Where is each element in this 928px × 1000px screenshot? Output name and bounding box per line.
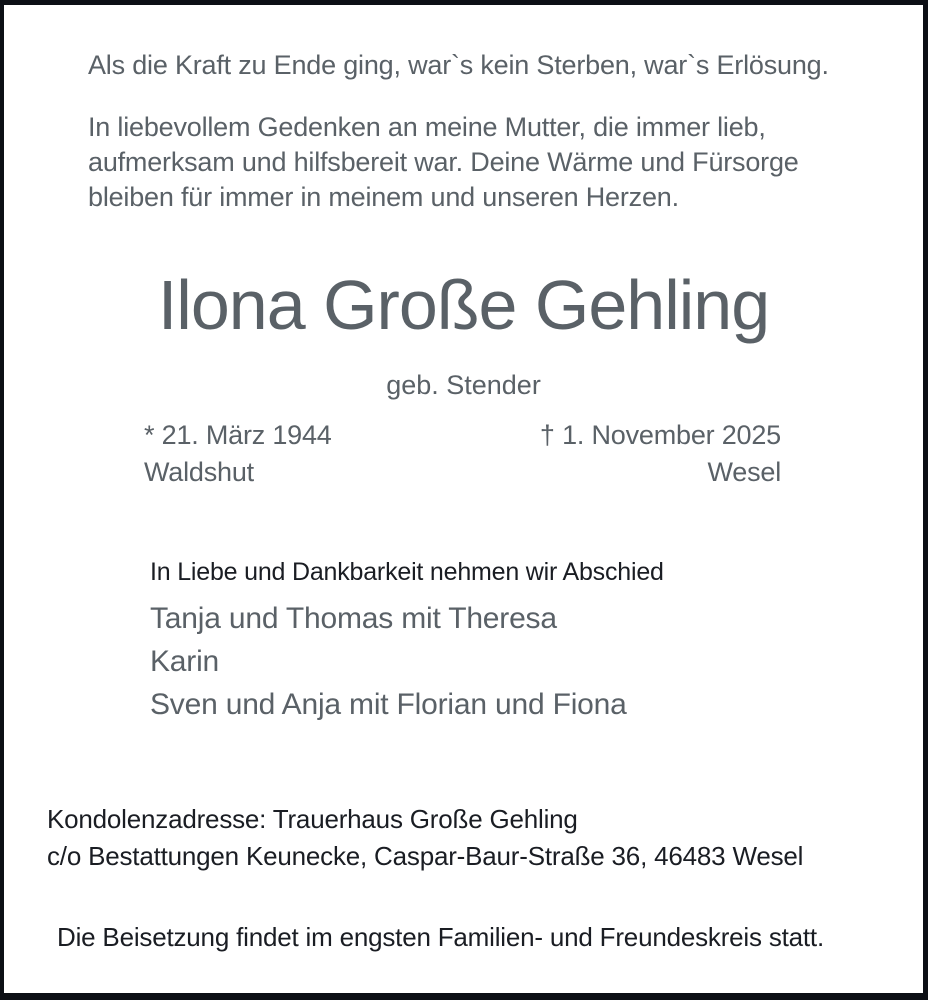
dedication-line-2: aufmerksam und hilfsbereit war. Deine Wärme und Fürsorge (88, 147, 799, 177)
condolence-address (47, 801, 803, 875)
dedication-line-3: bleiben für immer in meinem und unseren Herzen. (88, 182, 679, 212)
death-date-line (540, 417, 781, 454)
burial-note: Die Beisetzung findet im engsten Familien- und Freundeskreis statt. (57, 922, 824, 952)
dedication-line-1: In liebevollem Gedenken an meine Mutter, die immer lieb, (88, 112, 766, 142)
mourner-line-2: Karin (150, 645, 220, 678)
death-date: 1. November 2025 (562, 420, 781, 450)
dedication-paragraph (88, 110, 878, 215)
birth-info (144, 417, 332, 491)
birth-date: 21. März 1944 (161, 420, 332, 450)
mourner-line-3: Sven und Anja mit Florian und Fiona (150, 688, 627, 721)
mourners-list (150, 597, 627, 726)
death-place: Wesel (707, 457, 781, 487)
deceased-name: Ilona Große Gehling (157, 266, 770, 344)
birth-symbol: * (144, 420, 155, 450)
condolence-line-1: Kondolenzadresse: Trauerhaus Große Gehling (47, 804, 578, 834)
maiden-name: geb. Stender (386, 370, 541, 400)
death-symbol: † (539, 420, 555, 450)
mourner-line-1: Tanja und Thomas mit Theresa (150, 602, 557, 635)
death-info (540, 417, 781, 491)
condolence-line-2: c/o Bestattungen Keunecke, Caspar-Baur-Straße 36, 46483 Wesel (47, 841, 804, 871)
epitaph-quote: Als die Kraft zu Ende ging, war`s kein Sterben, war`s Erlösung. (88, 50, 829, 80)
birth-place: Waldshut (144, 457, 254, 487)
birth-date-line (144, 417, 332, 454)
farewell-heading: In Liebe und Dankbarkeit nehmen wir Abschied (150, 558, 664, 586)
